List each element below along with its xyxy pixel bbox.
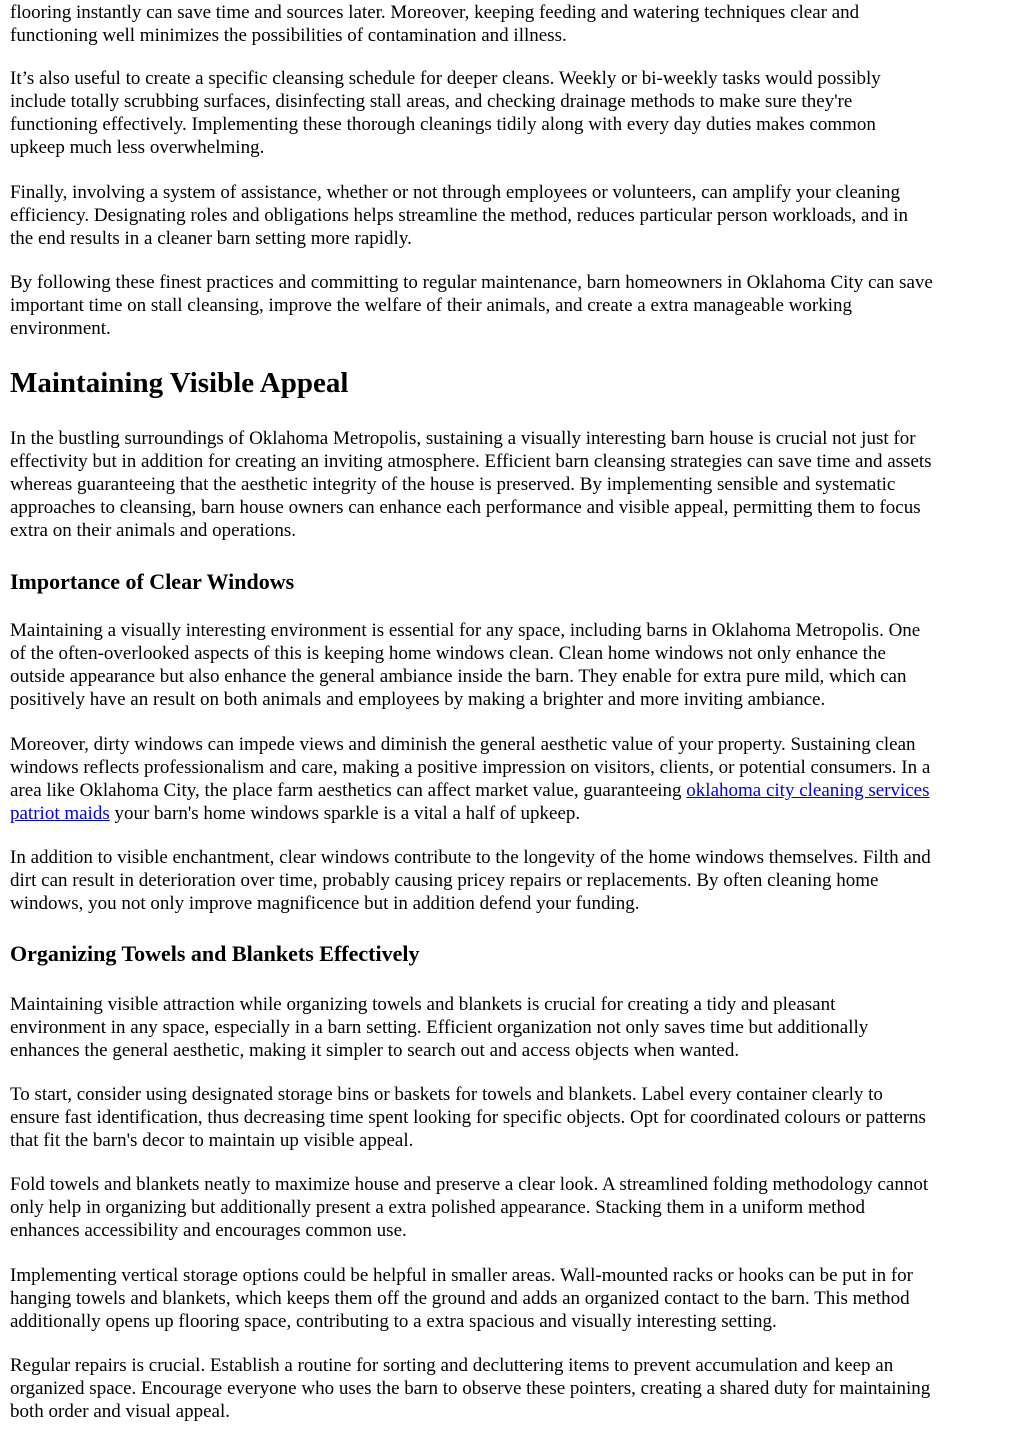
text-line: both order and visual appeal. xyxy=(10,1401,231,1422)
paragraph xyxy=(10,1264,1020,1333)
text-line: flooring instantly can save time and sources later. Moreover, keeping feeding and watering techniques clear and xyxy=(10,2,860,23)
paragraph xyxy=(10,67,1020,159)
text-line: hanging towels and blankets, which keeps them off the ground and adds an organized contact to the barn. This method xyxy=(10,1288,910,1309)
paragraph xyxy=(10,846,1020,915)
text-fragment: your barn's home windows sparkle is a vital a half of upkeep. xyxy=(109,803,581,824)
text-line: effectivity but in addition for creating an inviting atmosphere. Efficient barn cleansing strategies can save time and assets xyxy=(10,451,932,472)
paragraph xyxy=(10,733,1020,825)
text-line: include totally scrubbing surfaces, disinfecting stall areas, and checking drainage methods to make sure they're xyxy=(10,91,853,112)
text-line: dirt can result in deterioration over time, probably causing pricey repairs or replacements. By often cleaning home xyxy=(10,870,879,891)
paragraph xyxy=(10,1083,1020,1152)
text-line: environment. xyxy=(10,318,111,339)
text-line: Moreover, dirty windows can impede views and diminish the general aesthetic value of your property. Sustaining clean xyxy=(10,734,916,755)
paragraph xyxy=(10,1354,1020,1423)
text-line xyxy=(10,802,1020,825)
text-line: whereas guaranteeing that the aesthetic integrity of the house is preserved. By implementing sensible and systematic xyxy=(10,474,896,495)
paragraph xyxy=(10,427,1020,542)
text-line xyxy=(10,779,1020,802)
text-line: enhances accessibility and encourages common use. xyxy=(10,1220,407,1241)
paragraph xyxy=(10,1173,1020,1242)
text-line: efficiency. Designating roles and obligations helps streamline the method, reduces particular person workloads, and in xyxy=(10,205,909,226)
text-line: In addition to visible enchantment, clear windows contribute to the longevity of the home windows themselves. Filth and xyxy=(10,847,931,868)
paragraph xyxy=(10,993,1020,1062)
text-line: organized space. Encourage everyone who uses the barn to observe these pointers, creating a shared duty for maintaining xyxy=(10,1378,931,1399)
text-line: Maintaining visible attraction while organizing towels and blankets is crucial for creating a tidy and pleasant xyxy=(10,994,836,1015)
text-line: windows, you not only improve magnificence but in addition defend your funding. xyxy=(10,893,640,914)
paragraph xyxy=(10,181,1020,250)
text-line: the end results in a cleaner barn setting more rapidly. xyxy=(10,228,412,249)
text-fragment: area like Oklahoma City, the place farm aesthetics can affect market value, guaranteeing xyxy=(10,780,687,801)
text-line: Fold towels and blankets neatly to maximize house and preserve a clear look. A streamlined folding methodology cannot xyxy=(10,1174,929,1195)
text-line: approaches to cleansing, barn house owners can enhance each performance and visible appeal, permitting them to focus xyxy=(10,497,921,518)
text-line: of the often-overlooked aspects of this is keeping home windows clean. Clean home windows not only enhance the xyxy=(10,643,886,664)
text-line: outside appearance but also enhance the general ambiance inside the barn. They enable for extra pure mild, which can xyxy=(10,666,907,687)
subsection-heading: Organizing Towels and Blankets Effectively xyxy=(10,941,420,966)
text-line: important time on stall cleansing, improve the welfare of their animals, and create a extra manageable working xyxy=(10,295,853,316)
text-line: environment in any space, especially in a barn setting. Efficient organization not only saves time but additionally xyxy=(10,1017,869,1038)
text-line: functioning well minimizes the possibilities of contamination and illness. xyxy=(10,25,567,46)
cleaning-services-link[interactable]: oklahoma city cleaning services xyxy=(686,780,930,801)
text-line: Finally, involving a system of assistance, whether or not through employees or volunteers, can amplify your cleaning xyxy=(10,182,900,203)
text-line: extra on their animals and operations. xyxy=(10,520,296,541)
text-line: To start, consider using designated storage bins or baskets for towels and blankets. Label every container clearly to xyxy=(10,1084,883,1105)
text-line: In the bustling surroundings of Oklahoma Metropolis, sustaining a visually interesting barn house is crucial not just for xyxy=(10,428,916,449)
subsection-heading: Importance of Clear Windows xyxy=(10,569,295,594)
paragraph xyxy=(10,1,1020,47)
text-line: windows reflects professionalism and care, making a positive impression on visitors, clients, or potential consumers. In a xyxy=(10,757,931,778)
text-line: It’s also useful to create a specific cleansing schedule for deeper cleans. Weekly or bi-weekly tasks would possibly xyxy=(10,68,881,89)
paragraph xyxy=(10,271,1020,340)
text-line: that fit the barn's decor to maintain up visible appeal. xyxy=(10,1130,414,1151)
text-line: By following these finest practices and committing to regular maintenance, barn homeowners in Oklahoma City can save xyxy=(10,272,933,293)
text-line: additionally opens up flooring space, contributing to a extra spacious and visually interesting setting. xyxy=(10,1311,777,1332)
text-line: ensure fast identification, thus decreasing time spent looking for specific objects. Opt for coordinated colours or patterns xyxy=(10,1107,926,1128)
section-heading: Maintaining Visible Appeal xyxy=(10,367,349,399)
text-line: Implementing vertical storage options could be helpful in smaller areas. Wall-mounted racks or hooks can be put in for xyxy=(10,1265,914,1286)
paragraph xyxy=(10,619,1020,711)
text-line: only help in organizing but additionally present a extra polished appearance. Stacking them in a uniform method xyxy=(10,1197,865,1218)
patriot-maids-link[interactable]: patriot maids xyxy=(10,803,110,824)
text-line: upkeep much less overwhelming. xyxy=(10,137,265,158)
text-line: enhances the general aesthetic, making it simpler to search out and access objects when wanted. xyxy=(10,1040,740,1061)
text-line: positively have an result on both animals and employees by making a brighter and more inviting ambiance. xyxy=(10,689,826,710)
text-line: functioning effectively. Implementing these thorough cleanings tidily along with every day duties makes common xyxy=(10,114,876,135)
text-line: Regular repairs is crucial. Establish a routine for sorting and decluttering items to prevent accumulation and keep an xyxy=(10,1355,894,1376)
text-line: Maintaining a visually interesting environment is essential for any space, including barns in Oklahoma Metropolis. One xyxy=(10,620,921,641)
